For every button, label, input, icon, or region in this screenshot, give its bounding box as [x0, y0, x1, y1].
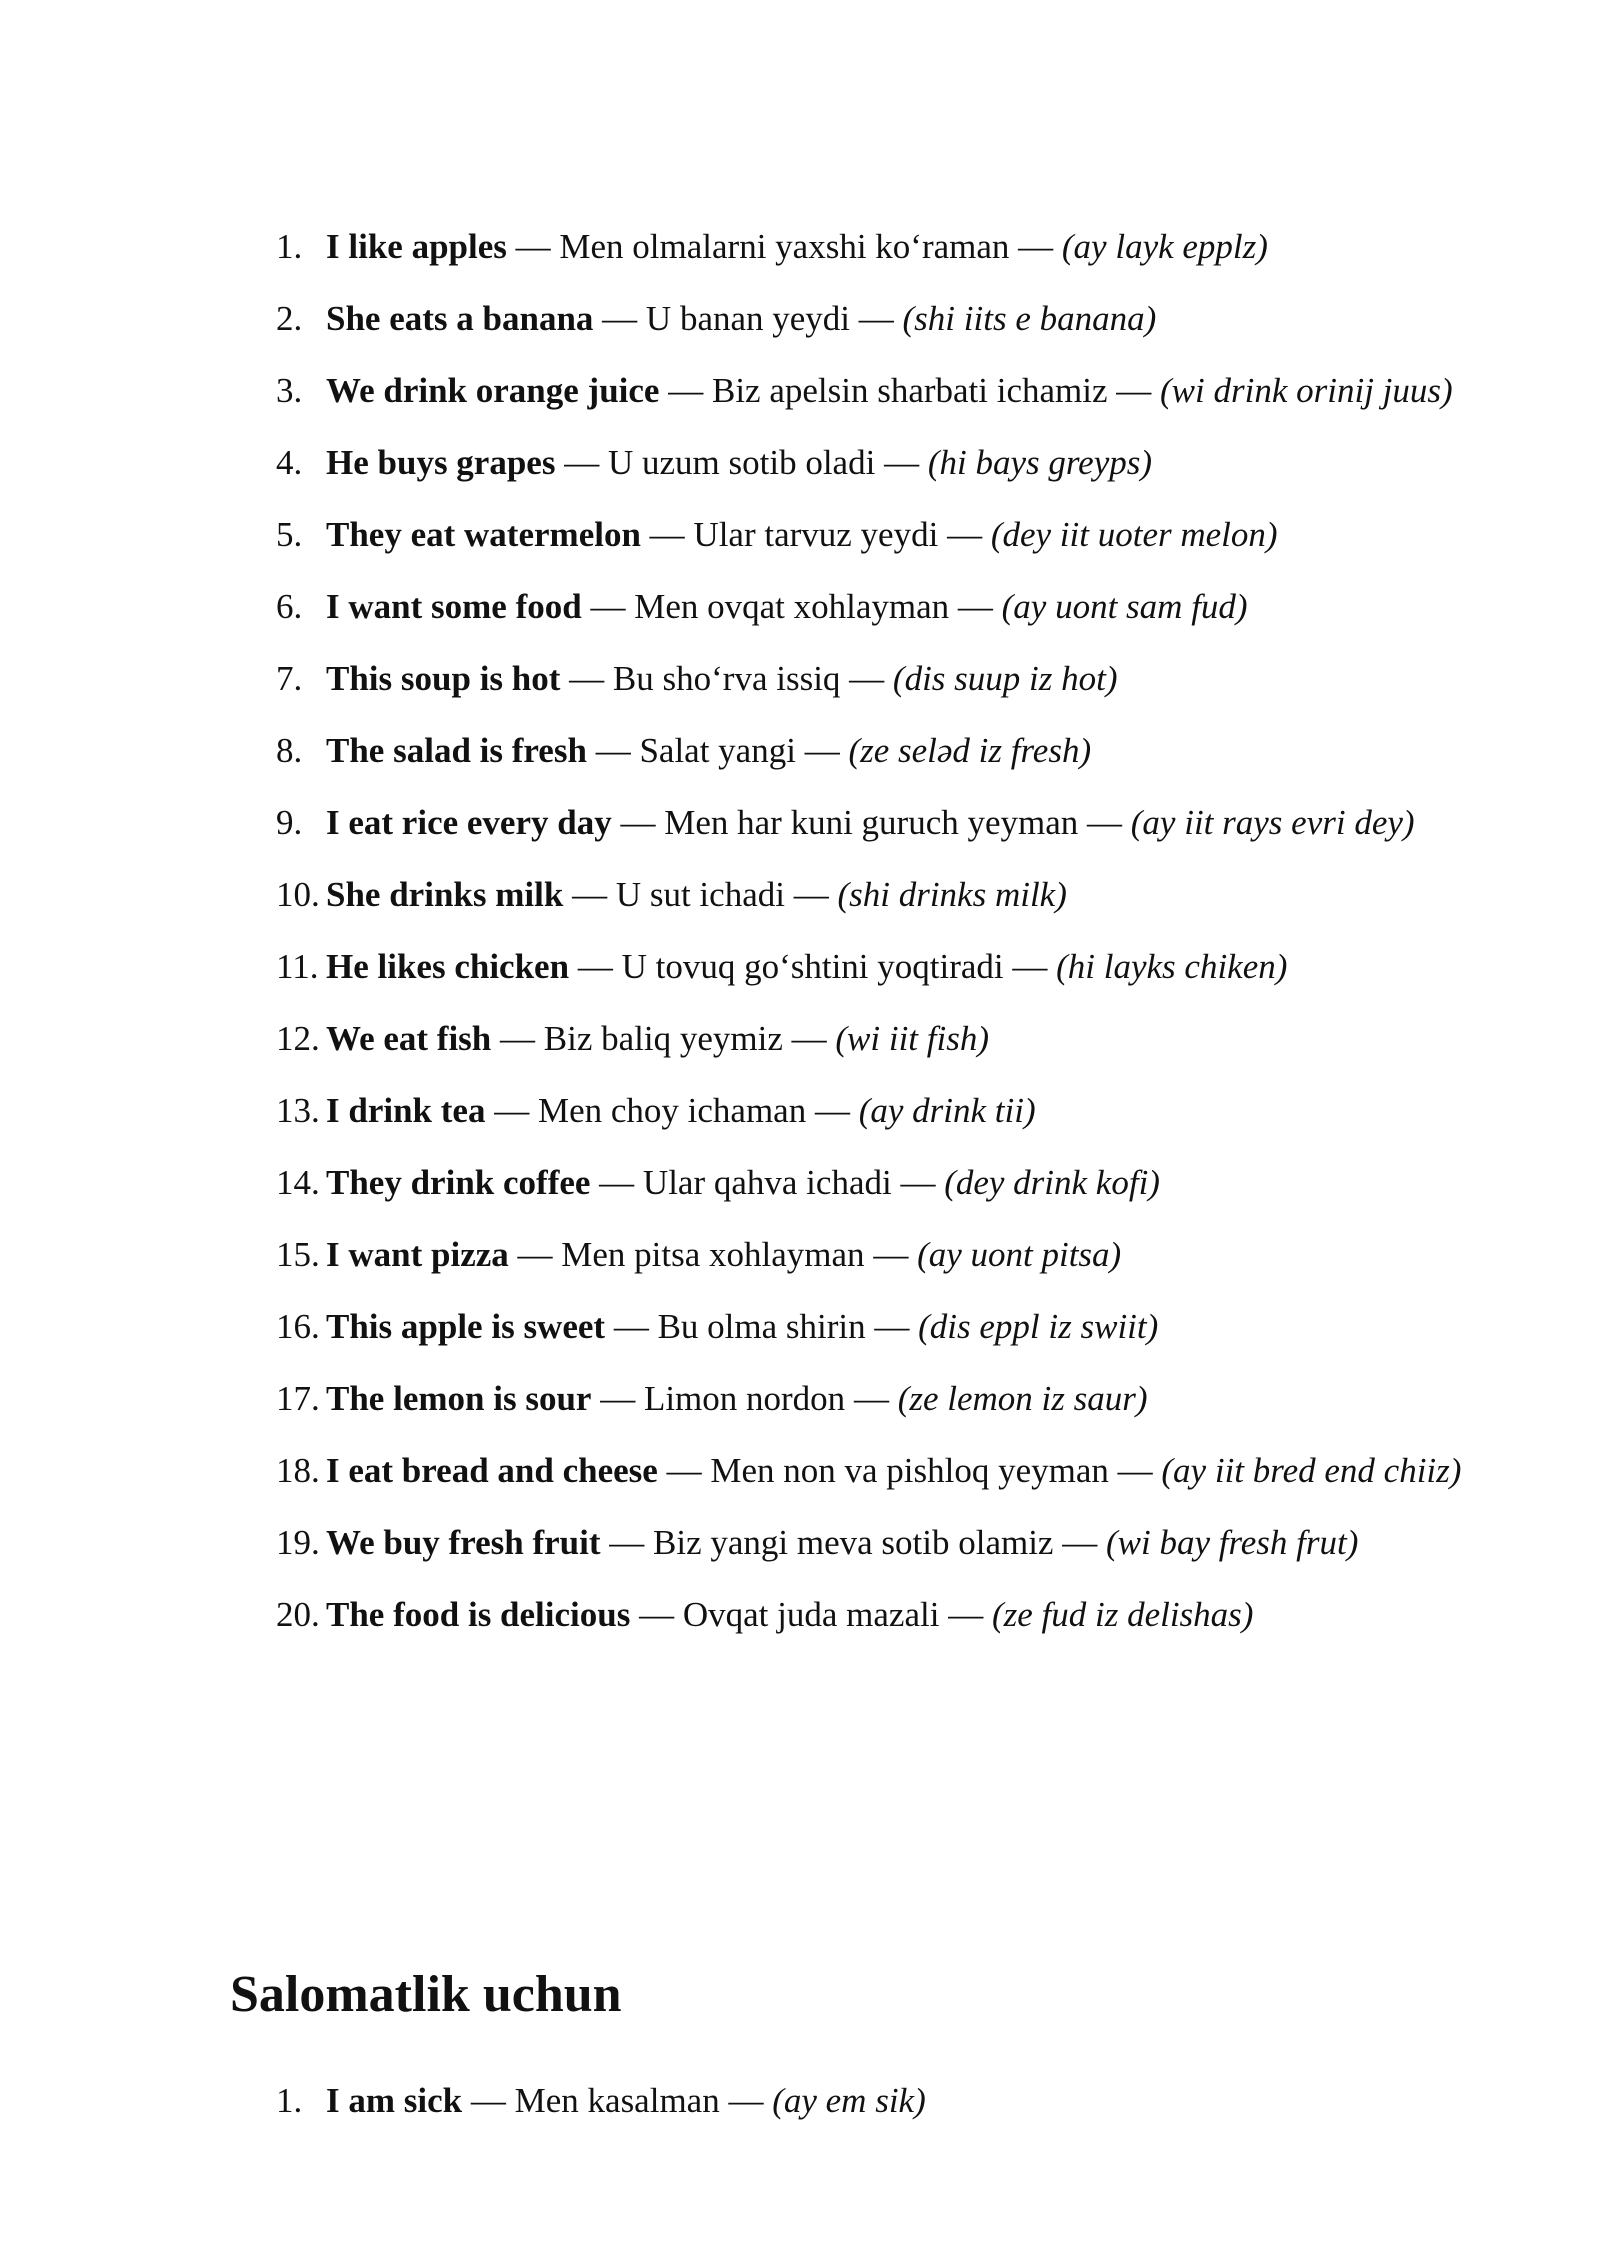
- item-number: 7.: [276, 659, 303, 698]
- list-item: 11. He likes chicken — U tovuq go‘shtini yoqtiradi — (hi layks chiken): [276, 942, 1476, 992]
- uzbek-translation: Men olmalarni yaxshi ko‘raman: [559, 227, 1010, 266]
- uzbek-translation: U uzum sotib oladi: [607, 443, 876, 482]
- pronunciation: (ay iit bred end chiiz): [1161, 1451, 1462, 1490]
- pronunciation: (wi drink orinij juus): [1160, 371, 1453, 410]
- english-phrase: I eat rice every day: [326, 803, 612, 842]
- pronunciation: (hi layks chiken): [1056, 947, 1288, 986]
- item-number: 9.: [276, 803, 303, 842]
- list-item: 14. They drink coffee — Ular qahva ichadi — (dey drink kofi): [276, 1158, 1476, 1208]
- item-number: 11.: [276, 947, 319, 986]
- item-number: 6.: [276, 587, 303, 626]
- english-phrase: He likes chicken: [326, 947, 570, 986]
- english-phrase: She eats a banana: [326, 299, 594, 338]
- uzbek-translation: Ular qahva ichadi: [642, 1163, 892, 1202]
- item-number: 19.: [276, 1523, 320, 1562]
- english-phrase: She drinks milk: [326, 875, 564, 914]
- pronunciation: (shi drinks milk): [837, 875, 1067, 914]
- list-item: 2. She eats a banana — U banan yeydi — (shi iits e banana): [276, 294, 1476, 344]
- item-number: 14.: [276, 1163, 320, 1202]
- english-phrase: They eat watermelon: [326, 515, 641, 554]
- item-number: 1.: [276, 2081, 303, 2120]
- pronunciation: (ay iit rays evri dey): [1130, 803, 1415, 842]
- pronunciation: (dey drink kofi): [944, 1163, 1160, 1202]
- english-phrase: I am sick: [326, 2081, 463, 2120]
- list-item: 1. I am sick — Men kasalman — (ay em sik): [276, 2076, 1476, 2126]
- uzbek-translation: U tovuq go‘shtini yoqtiradi: [621, 947, 1004, 986]
- pronunciation: (dis eppl iz swiit): [918, 1307, 1159, 1346]
- item-number: 18.: [276, 1451, 320, 1490]
- uzbek-translation: Ular tarvuz yeydi: [693, 515, 939, 554]
- uzbek-translation: Bu olma shirin: [657, 1307, 866, 1346]
- list-item: 8. The salad is fresh — Salat yangi — (ze seləd iz fresh): [276, 726, 1476, 776]
- item-number: 5.: [276, 515, 303, 554]
- uzbek-translation: Bu sho‘rva issiq: [612, 659, 841, 698]
- uzbek-translation: Biz apelsin sharbati ichamiz: [711, 371, 1108, 410]
- english-phrase: We buy fresh fruit: [326, 1523, 601, 1562]
- list-item: 17. The lemon is sour — Limon nordon — (ze lemon iz saur): [276, 1374, 1476, 1424]
- uzbek-translation: Biz baliq yeymiz: [543, 1019, 783, 1058]
- item-number: 8.: [276, 731, 303, 770]
- english-phrase: They drink coffee: [326, 1163, 591, 1202]
- pronunciation: (wi bay fresh frut): [1105, 1523, 1359, 1562]
- item-number: 16.: [276, 1307, 320, 1346]
- uzbek-translation: Men pitsa xohlayman: [561, 1235, 865, 1274]
- item-number: 3.: [276, 371, 303, 410]
- pronunciation: (ze seləd iz fresh): [848, 731, 1092, 770]
- list-item: 16. This apple is sweet — Bu olma shirin — (dis eppl iz swiit): [276, 1302, 1476, 1352]
- item-number: 1.: [276, 227, 303, 266]
- pronunciation: (ze fud iz delishas): [991, 1595, 1254, 1634]
- list-item: 10. She drinks milk — U sut ichadi — (shi drinks milk): [276, 870, 1476, 920]
- pronunciation: (ze lemon iz saur): [897, 1379, 1148, 1418]
- pronunciation: (dey iit uoter melon): [990, 515, 1278, 554]
- uzbek-translation: Biz yangi meva sotib olamiz: [653, 1523, 1054, 1562]
- english-phrase: The lemon is sour: [326, 1379, 592, 1418]
- list-item: 9. I eat rice every day — Men har kuni guruch yeyman — (ay iit rays evri dey): [276, 798, 1476, 848]
- english-phrase: He buys grapes: [326, 443, 556, 482]
- list-item: 7. This soup is hot — Bu sho‘rva issiq — (dis suup iz hot): [276, 654, 1476, 704]
- pronunciation: (ay drink tii): [858, 1091, 1036, 1130]
- uzbek-translation: Men choy ichaman: [537, 1091, 807, 1130]
- english-phrase: The food is delicious: [326, 1595, 631, 1634]
- english-phrase: The salad is fresh: [326, 731, 587, 770]
- english-phrase: This soup is hot: [326, 659, 561, 698]
- pronunciation: (wi iit fish): [835, 1019, 989, 1058]
- item-number: 2.: [276, 299, 303, 338]
- uzbek-translation: U banan yeydi: [645, 299, 851, 338]
- list-item: 15. I want pizza — Men pitsa xohlayman — (ay uont pitsa): [276, 1230, 1476, 1280]
- pronunciation: (ay uont pitsa): [917, 1235, 1122, 1274]
- list-item: 3. We drink orange juice — Biz apelsin sharbati ichamiz — (wi drink orinij juus): [276, 366, 1476, 416]
- pronunciation: (shi iits e banana): [902, 299, 1157, 338]
- english-phrase: I drink tea: [326, 1091, 486, 1130]
- item-number: 4.: [276, 443, 303, 482]
- english-phrase: We drink orange juice: [326, 371, 660, 410]
- item-number: 17.: [276, 1379, 320, 1418]
- list-item: 12. We eat fish — Biz baliq yeymiz — (wi iit fish): [276, 1014, 1476, 1064]
- pronunciation: (ay layk epplz): [1061, 227, 1268, 266]
- list-item: 5. They eat watermelon — Ular tarvuz yeydi — (dey iit uoter melon): [276, 510, 1476, 560]
- english-phrase: I eat bread and cheese: [326, 1451, 658, 1490]
- uzbek-translation: Limon nordon: [643, 1379, 846, 1418]
- english-phrase: I want some food: [326, 587, 582, 626]
- english-phrase: We eat fish: [326, 1019, 492, 1058]
- list-item: 6. I want some food — Men ovqat xohlayman — (ay uont sam fud): [276, 582, 1476, 632]
- uzbek-translation: Men kasalman: [514, 2081, 720, 2120]
- item-number: 12.: [276, 1019, 320, 1058]
- list-item: 4. He buys grapes — U uzum sotib oladi — (hi bays greyps): [276, 438, 1476, 488]
- item-number: 13.: [276, 1091, 320, 1130]
- list-item: 1. I like apples — Men olmalarni yaxshi ko‘raman — (ay layk epplz): [276, 222, 1476, 272]
- section-heading-health: Salomatlik uchun: [230, 1966, 622, 2023]
- pronunciation: (dis suup iz hot): [892, 659, 1118, 698]
- list-item: 13. I drink tea — Men choy ichaman — (ay drink tii): [276, 1086, 1476, 1136]
- uzbek-translation: Men non va pishloq yeyman: [710, 1451, 1109, 1490]
- pronunciation: (hi bays greyps): [927, 443, 1153, 482]
- list-item: 19. We buy fresh fruit — Biz yangi meva sotib olamiz — (wi bay fresh frut): [276, 1518, 1476, 1568]
- item-number: 10.: [276, 875, 320, 914]
- pronunciation: (ay em sik): [772, 2081, 926, 2120]
- item-number: 20.: [276, 1595, 320, 1634]
- uzbek-translation: Men ovqat xohlayman: [634, 587, 950, 626]
- uzbek-translation: Salat yangi: [639, 731, 796, 770]
- health-phrase-list: [276, 2076, 1476, 2148]
- uzbek-translation: U sut ichadi: [615, 875, 785, 914]
- english-phrase: I want pizza: [326, 1235, 509, 1274]
- uzbek-translation: Men har kuni guruch yeyman: [664, 803, 1079, 842]
- list-item: 18. I eat bread and cheese — Men non va pishloq yeyman — (ay iit bred end chiiz): [276, 1446, 1476, 1496]
- food-phrase-list: [276, 222, 1476, 1662]
- uzbek-translation: Ovqat juda mazali: [682, 1595, 940, 1634]
- english-phrase: I like apples: [326, 227, 507, 266]
- english-phrase: This apple is sweet: [326, 1307, 606, 1346]
- item-number: 15.: [276, 1235, 320, 1274]
- list-item: 20. The food is delicious — Ovqat juda mazali — (ze fud iz delishas): [276, 1590, 1476, 1640]
- pronunciation: (ay uont sam fud): [1001, 587, 1248, 626]
